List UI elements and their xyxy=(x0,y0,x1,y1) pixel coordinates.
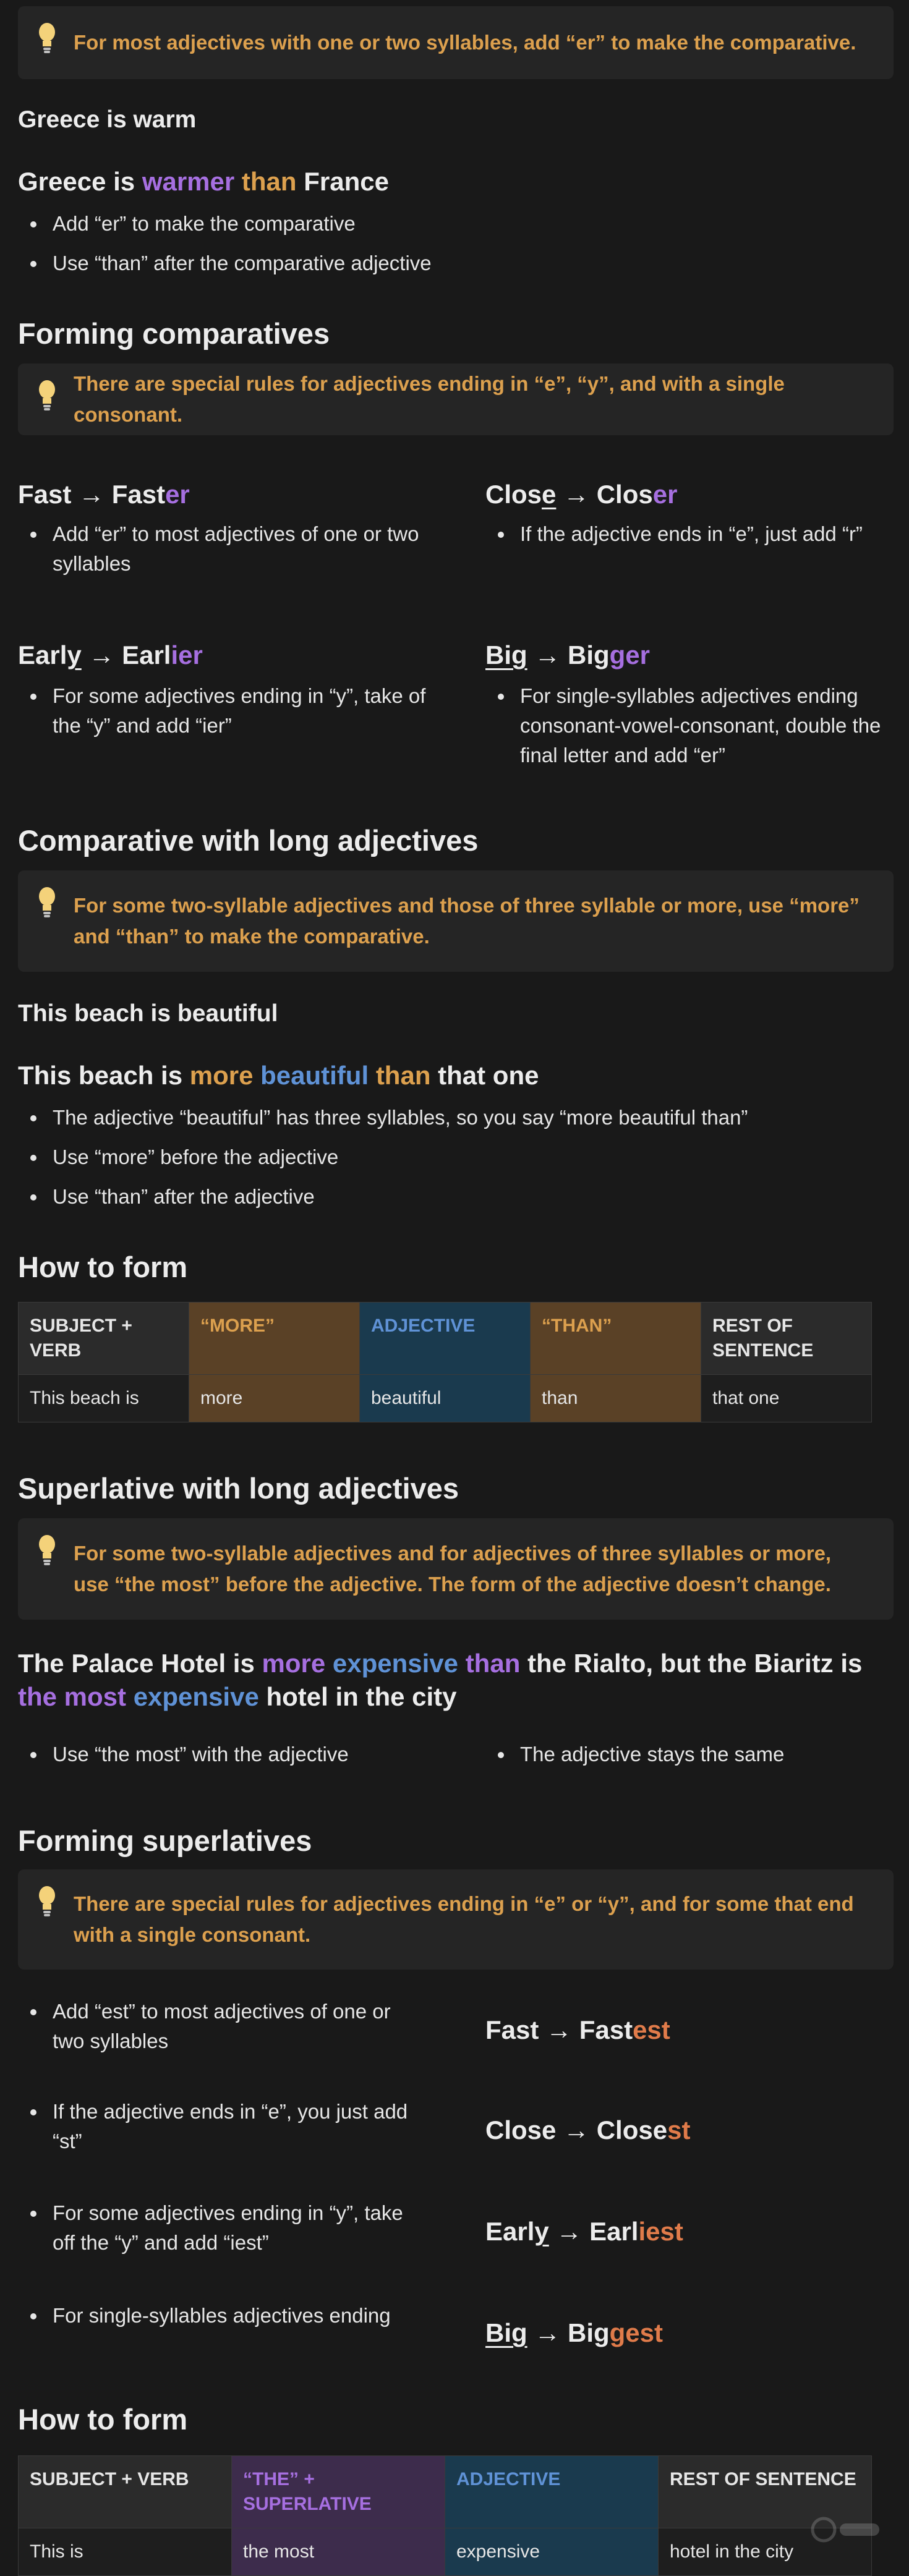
table-cell: more xyxy=(189,1375,360,1422)
rule-early-title: Early → Earlier xyxy=(18,640,203,670)
list-item: Use “the most” with the adjective xyxy=(18,1740,451,1769)
rule-fast-superlative: Fast → Fastest xyxy=(485,2015,670,2044)
lightbulb-icon xyxy=(36,1885,58,1918)
table-header-row xyxy=(19,2456,872,2528)
section-heading: Forming superlatives xyxy=(18,1824,312,1857)
list-item: The adjective stays the same xyxy=(485,1740,894,1769)
table-cell: This beach is xyxy=(19,1375,189,1422)
section-heading: How to form xyxy=(18,1251,188,1283)
table-header: “THE” + SUPERLATIVE xyxy=(232,2456,445,2528)
table-header: SUBJECT + VERB xyxy=(19,1303,189,1375)
table-cell: the most xyxy=(232,2528,445,2576)
table-header: REST OF SENTENCE xyxy=(659,2456,872,2528)
rule-big-title: Big → Bigger xyxy=(485,640,651,670)
example-sentence-superlative: The Palace Hotel is more expensive than the Rialto, but the Biaritz is the most expensive hotel in the city xyxy=(18,1649,863,1711)
list-item: Add “er” to most adjectives of one or two syllables xyxy=(18,519,451,579)
lightbulb-icon xyxy=(36,380,58,412)
example-sentence-plain: Greece is warm xyxy=(18,106,197,133)
callout-text: For some two-syllable adjectives and for adjectives of three syllables or more, use “the most” before the adjective. The form of the adjective doesn’t change. xyxy=(74,1542,832,1596)
comparative-structure-table xyxy=(18,1302,872,1422)
callout-text: For some two-syllable adjectives and those of three syllable or more, use “more” and “than” to make the comparative. xyxy=(74,894,860,948)
table-cell: expensive xyxy=(445,2528,659,2576)
rule-list xyxy=(18,1103,884,1212)
lightbulb-icon xyxy=(36,22,58,54)
list-item: For single-syllables adjectives ending xyxy=(18,2301,414,2331)
section-heading: How to form xyxy=(18,2403,188,2436)
tip-callout xyxy=(18,363,894,435)
table-header: SUBJECT + VERB xyxy=(19,2456,232,2528)
list-item: Use “than” after the adjective xyxy=(18,1182,884,1212)
rule-list xyxy=(18,681,451,741)
rule-big-superlative: Big → Biggest xyxy=(485,2318,664,2347)
rule-list xyxy=(485,1740,894,1769)
table-row xyxy=(19,1375,872,1422)
table-header: REST OF SENTENCE xyxy=(701,1303,872,1375)
table-cell: than xyxy=(531,1375,701,1422)
table-cell: that one xyxy=(701,1375,872,1422)
callout-text: There are special rules for adjectives ending in “e” or “y”, and for some that end with a single consonant. xyxy=(74,1892,854,1946)
list-item: Add “est” to most adjectives of one or two syllables xyxy=(18,1997,414,2056)
rule-list xyxy=(18,209,884,278)
example-sentence-plain: This beach is beautiful xyxy=(18,1000,278,1027)
rule-list xyxy=(18,2097,414,2156)
table-cell: beautiful xyxy=(360,1375,531,1422)
table-header: ADJECTIVE xyxy=(445,2456,659,2528)
rule-early-superlative: Early → Earliest xyxy=(485,2217,683,2246)
tip-callout xyxy=(18,1869,894,1970)
lightbulb-icon xyxy=(36,886,58,919)
table-header-row xyxy=(19,1303,872,1375)
rule-list xyxy=(18,2301,414,2331)
rule-close-superlative: Close → Closest xyxy=(485,2115,691,2145)
rule-list xyxy=(485,519,894,549)
watermark-logo-icon xyxy=(810,2511,884,2548)
callout-text: There are special rules for adjectives ending in “e”, “y”, and with a single consonant. xyxy=(74,372,785,426)
list-item: For some adjectives ending in “y”, take of the “y” and add “ier” xyxy=(18,681,451,741)
tip-callout xyxy=(18,6,894,79)
table-header: ADJECTIVE xyxy=(360,1303,531,1375)
list-item: For single-syllables adjectives ending consonant-vowel-consonant, double the final letter and add “er” xyxy=(485,681,894,770)
rule-fast-title: Fast → Faster xyxy=(18,480,190,509)
section-heading: Superlative with long adjectives xyxy=(18,1472,459,1505)
tip-callout xyxy=(18,870,894,972)
tip-callout xyxy=(18,1518,894,1620)
rule-list xyxy=(18,1740,451,1769)
table-cell: This is xyxy=(19,2528,232,2576)
table-header: “MORE” xyxy=(189,1303,360,1375)
list-item: If the adjective ends in “e”, just add “r” xyxy=(485,519,894,549)
section-heading: Forming comparatives xyxy=(18,317,330,350)
rule-list xyxy=(18,1997,414,2056)
list-item: Use “more” before the adjective xyxy=(18,1142,884,1172)
list-item: Use “than” after the comparative adjective xyxy=(18,249,884,278)
superlative-structure-table xyxy=(18,2455,872,2576)
rule-list xyxy=(18,519,451,579)
rule-list xyxy=(485,681,894,770)
rule-close-title: Close → Closer xyxy=(485,480,678,509)
table-cell: hotel in the city xyxy=(659,2528,872,2576)
list-item: Add “er” to make the comparative xyxy=(18,209,884,239)
table-header: “THAN” xyxy=(531,1303,701,1375)
section-heading: Comparative with long adjectives xyxy=(18,824,479,857)
list-item: If the adjective ends in “e”, you just add “st” xyxy=(18,2097,414,2156)
list-item: The adjective “beautiful” has three syllables, so you say “more beautiful than” xyxy=(18,1103,884,1133)
example-sentence-comparative: Greece is warmer than France xyxy=(18,167,389,196)
callout-text: For most adjectives with one or two syllables, add “er” to make the comparative. xyxy=(74,31,856,54)
table-row xyxy=(19,2528,872,2576)
lightbulb-icon xyxy=(36,1534,58,1566)
rule-list xyxy=(18,2198,414,2258)
list-item: For some adjectives ending in “y”, take off the “y” and add “iest” xyxy=(18,2198,414,2258)
example-sentence-comparative: This beach is more beautiful than that one xyxy=(18,1061,539,1090)
